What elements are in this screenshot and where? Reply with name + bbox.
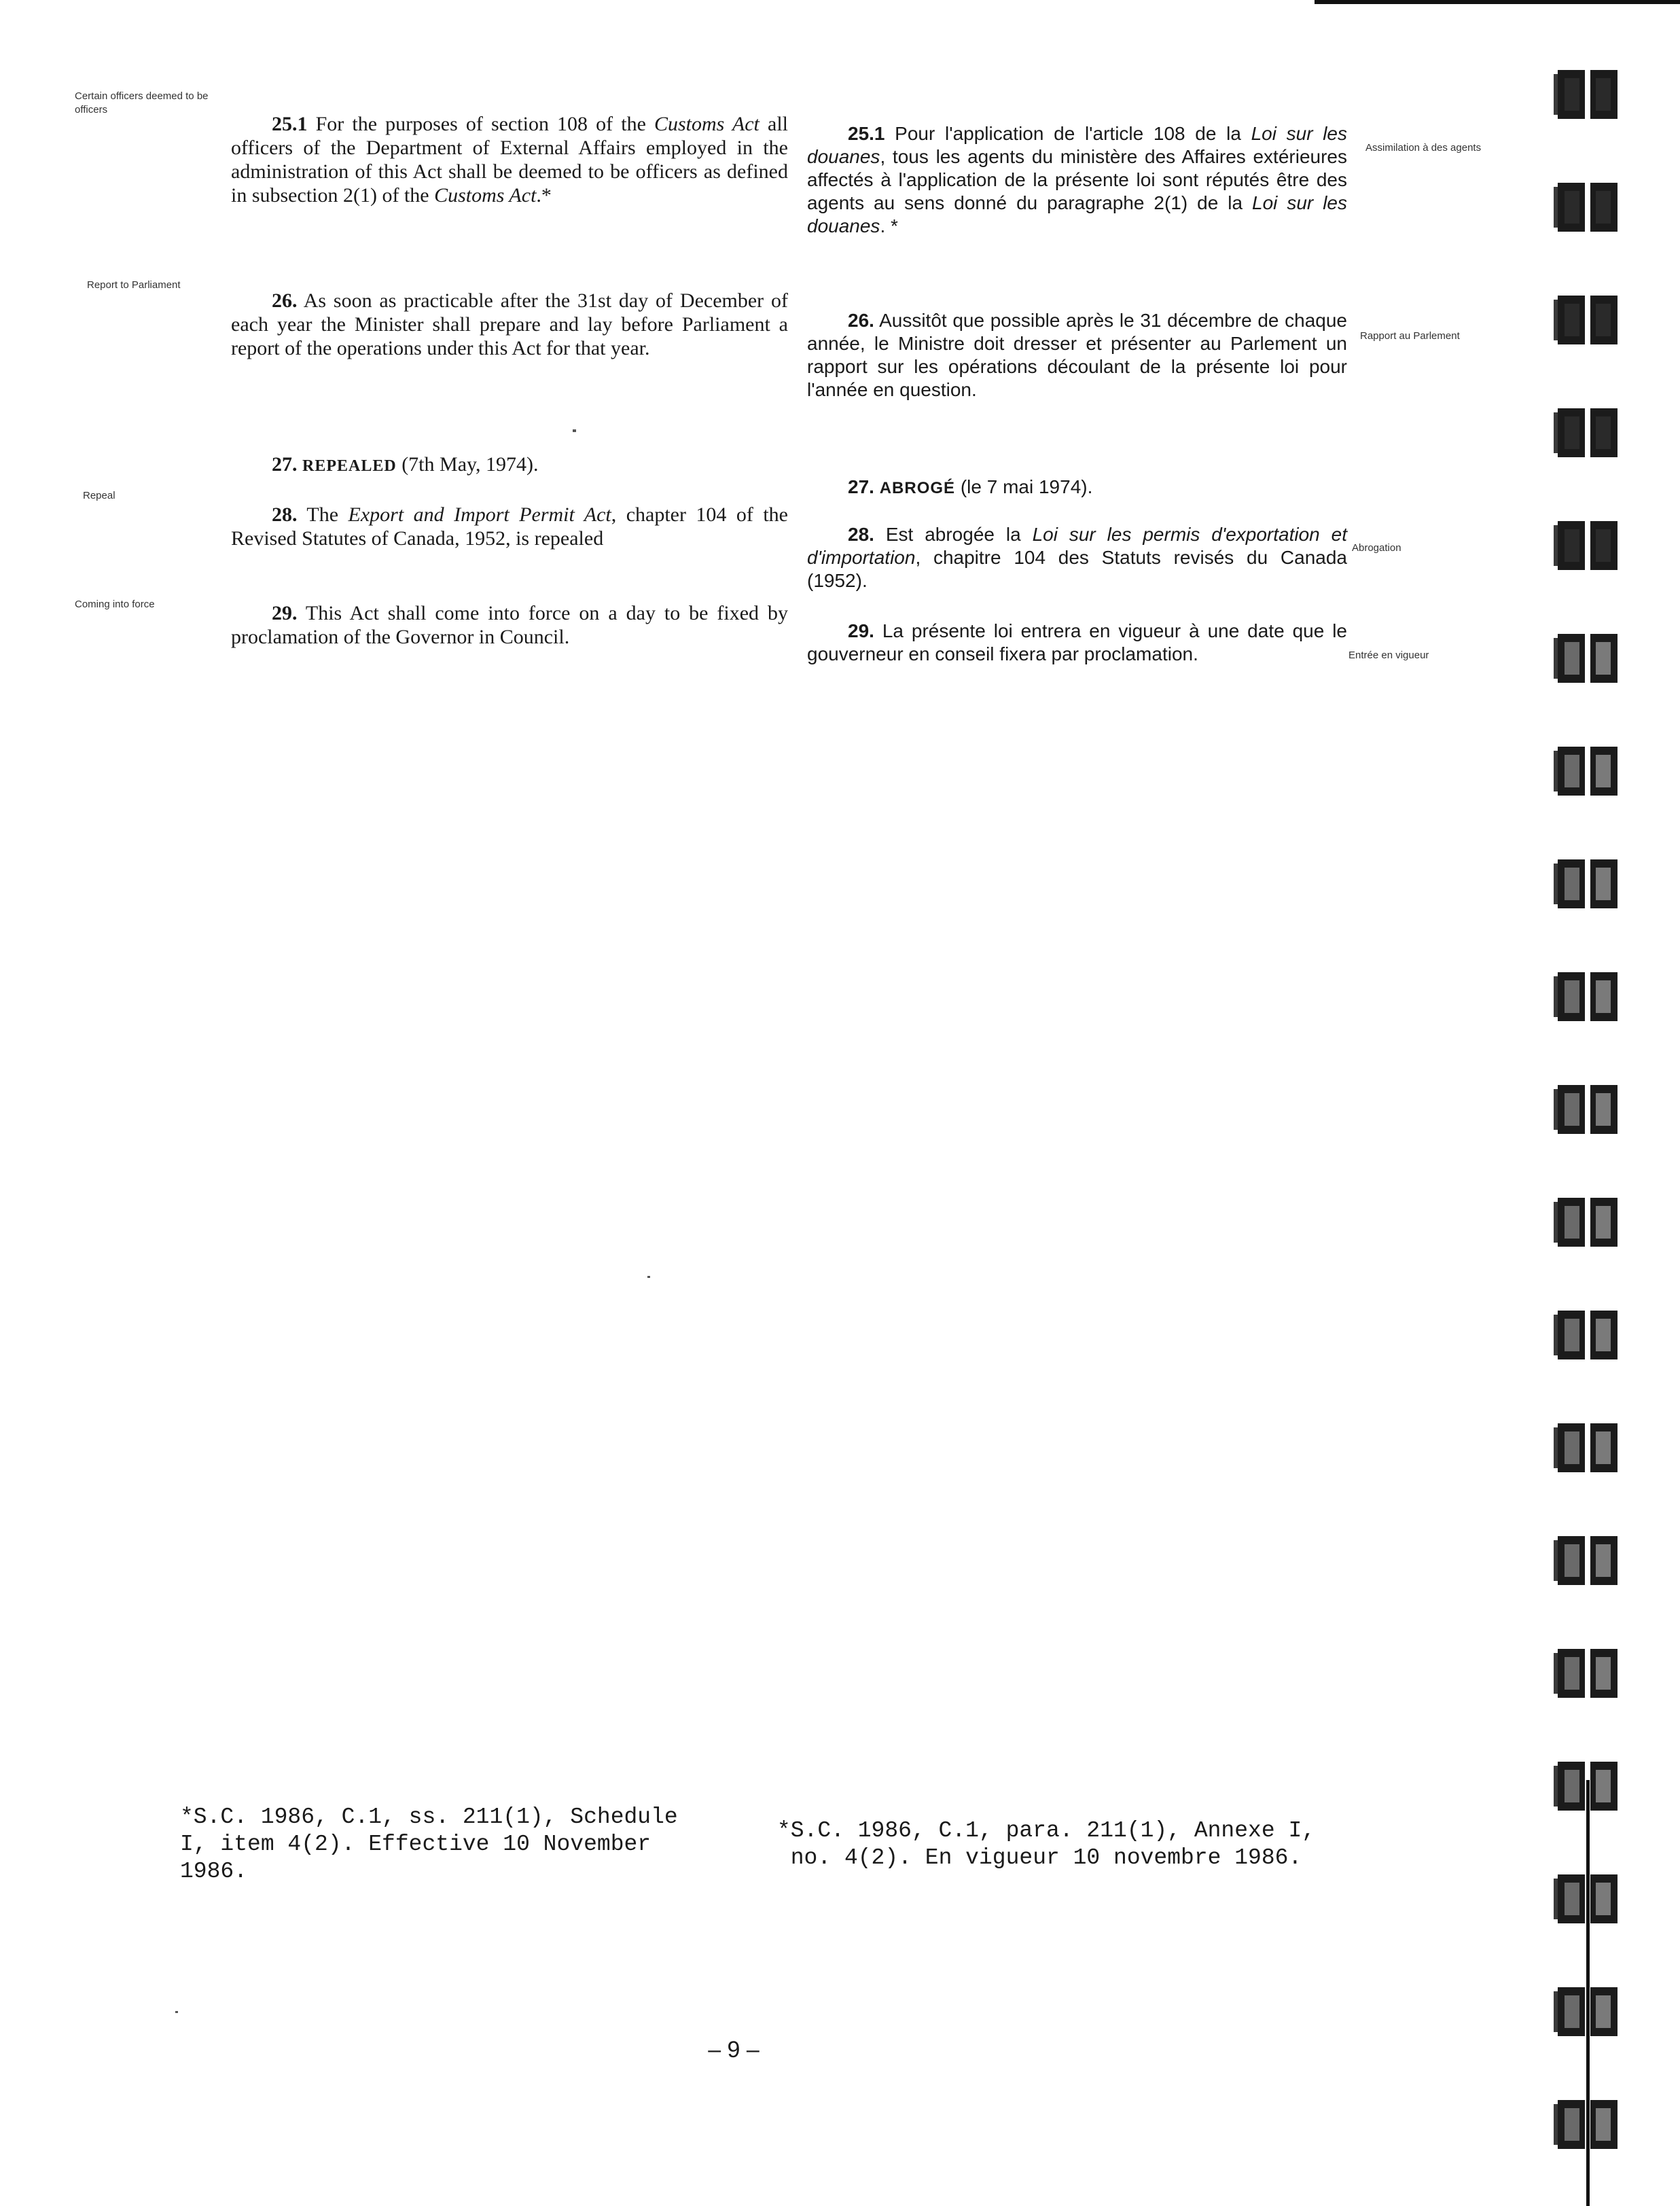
binding-hole [1539, 1080, 1634, 1141]
top-edge-bar [1315, 0, 1680, 4]
binding-hole [1539, 1305, 1634, 1366]
scan-speck [647, 1276, 650, 1278]
fr-section-29-number: 29. [848, 620, 874, 641]
en-section-26 [231, 289, 788, 360]
binding-hole [1539, 854, 1634, 915]
en-section-25-1-text-2: all officers of the Department of External Affairs employed in the administration of this Act shall be deemed to be officers as defined in subsection 2(1) of the [231, 113, 788, 207]
margin-note-en-28: Repeal [83, 490, 115, 501]
binding-hole [1539, 967, 1634, 1028]
binding-spine-line [1586, 1780, 1590, 2206]
en-section-29-text: This Act shall come into force on a day to be fixed by proclamation of the Governor in Council. [231, 602, 788, 648]
footnote-en: *S.C. 1986, C.1, ss. 211(1), Schedule I, item 4(2). Effective 10 November 1986. [180, 1804, 678, 1884]
fr-section-28-text-2: , chapitre 104 des Statuts revisés du Canada (1952). [807, 547, 1347, 591]
binding-hole [1539, 1643, 1634, 1705]
fr-section-28-text-1: Est abrogée la [874, 524, 1033, 545]
scan-speck [175, 2011, 178, 2013]
binding-hole [1539, 628, 1634, 690]
fr-section-26-number: 26. [848, 310, 874, 331]
footnote-fr: *S.C. 1986, C.1, para. 211(1), Annexe I, no. 4(2). En vigueur 10 novembre 1986. [776, 1818, 1316, 1870]
fr-section-28 [807, 523, 1347, 592]
binding-hole [1539, 1531, 1634, 1592]
binding-hole [1539, 290, 1634, 351]
en-section-27 [231, 452, 788, 478]
fr-section-25-1-ref-2: Loi sur les douanes [807, 192, 1347, 236]
fr-section-25-1-text-3: . * [880, 215, 898, 236]
en-section-25-1-ref-2: Customs Act [434, 184, 537, 207]
fr-section-25-1-text-1: Pour l'application de l'article 108 de la [884, 123, 1251, 144]
en-section-25-1-text-1: For the purposes of section 108 of the [307, 113, 654, 135]
margin-note-en-26: Report to Parliament [87, 279, 181, 291]
fr-section-27-tail: (le 7 mai 1974). [955, 476, 1093, 497]
en-section-28-ref: Export and Import Permit Act [348, 503, 611, 526]
en-section-27-number: 27. [272, 453, 298, 476]
en-section-28-text-1: The [297, 503, 348, 526]
en-section-28-number: 28. [272, 503, 298, 526]
margin-note-fr-29: Entrée en vigueur [1348, 650, 1429, 661]
en-section-28-text-2: , chapter 104 of the Revised Statutes of Canada, 1952, is repealed [231, 503, 788, 550]
margin-note-fr-25-1: Assimilation à des agents [1365, 142, 1482, 154]
en-section-27-word: REPEALED [302, 457, 397, 475]
fr-section-27-word: ABROGÉ [879, 479, 956, 497]
fr-section-25-1 [807, 122, 1347, 238]
en-section-28 [231, 503, 788, 550]
binding-hole [1539, 741, 1634, 802]
binding-hole [1539, 65, 1634, 126]
en-section-26-number: 26. [272, 289, 298, 312]
en-section-27-tail: (7th May, 1974). [396, 453, 539, 476]
margin-note-en-25-1: Certain officers deemed to be officers [75, 90, 209, 115]
fr-section-27 [807, 476, 1347, 500]
en-section-26-text: As soon as practicable after the 31st day of December of each year the Minister shall prepare and lay before Parliament a report of the operations under this Act for that year. [231, 289, 788, 359]
fr-section-25-1-number: 25.1 [848, 123, 885, 144]
en-section-25-1-ref-1: Customs Act [654, 113, 759, 135]
binding-hole [1539, 177, 1634, 238]
en-section-25-1 [231, 112, 788, 207]
fr-section-28-ref: Loi sur les permis d'exportation et d'importation [807, 524, 1347, 568]
page-number: – 9 – [708, 2037, 759, 2063]
fr-section-26-text: Aussitôt que possible après le 31 décembre de chaque année, le Ministre doit dresser et présenter au Parlement un rapport sur les opérations découlant de la présente loi pour l'année en question. [807, 310, 1347, 400]
en-section-25-1-text-3: .* [536, 184, 552, 207]
fr-section-27-number: 27. [848, 476, 874, 497]
margin-note-en-29: Coming into force [75, 599, 155, 610]
fr-section-29-text: La présente loi entrera en vigueur à une date que le gouverneur en conseil fixera par proclamation. [807, 620, 1347, 664]
margin-note-fr-28: Abrogation [1352, 542, 1401, 554]
fr-section-25-1-ref-1: Loi sur les douanes [807, 123, 1347, 167]
en-section-25-1-number: 25.1 [272, 113, 308, 135]
binding-hole [1539, 1418, 1634, 1479]
fr-section-28-number: 28. [848, 524, 874, 545]
margin-note-fr-26: Rapport au Parlement [1360, 330, 1460, 342]
scan-speck [573, 429, 576, 432]
fr-section-29 [807, 620, 1347, 666]
binding-hole [1539, 516, 1634, 577]
en-section-29-number: 29. [272, 602, 298, 624]
fr-section-26 [807, 309, 1347, 402]
fr-section-25-1-text-2: , tous les agents du ministère des Affaires extérieures affectés à l'application de la présente loi sont réputés être des agents au sens donné du paragraphe 2(1) de la [807, 146, 1347, 213]
binding-hole [1539, 1192, 1634, 1253]
binding-hole [1539, 403, 1634, 464]
en-section-29 [231, 601, 788, 649]
